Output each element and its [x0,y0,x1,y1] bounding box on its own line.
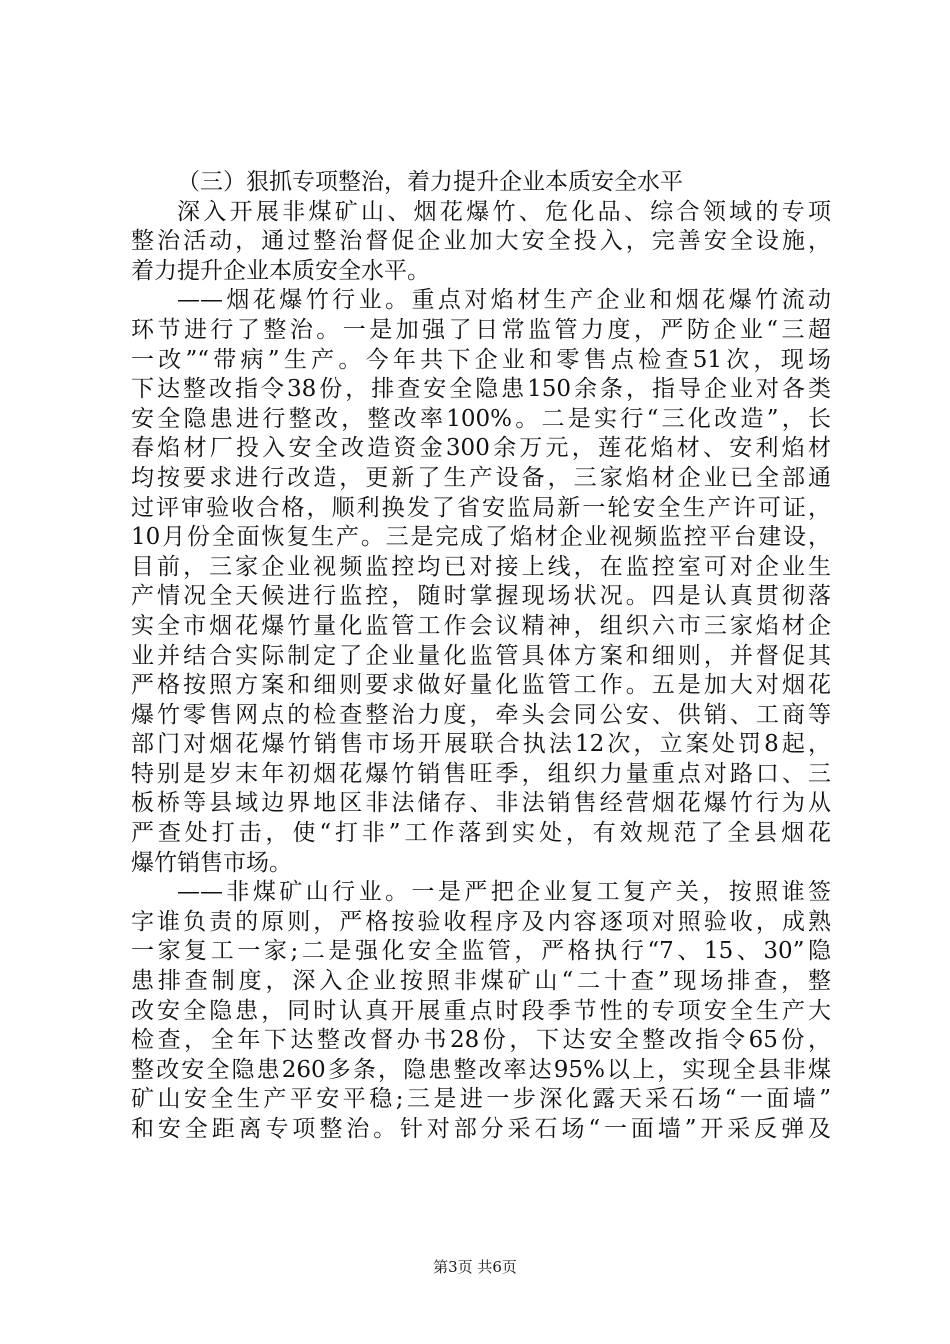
text-line: 深入开展非煤矿山、烟花爆竹、危化品、综合领域的专项 [177,198,831,225]
text-line: 一家复工一家;二是强化安全监管，严格执行“7、15、30”隐 [131,938,831,965]
text-line: 特别是岁末年初烟花爆竹销售旺季，组织力量重点对路口、三 [131,760,831,787]
text-line: 严格按照方案和细则要求做好量化监管工作。五是加大对烟花 [131,672,831,699]
text-line: 实全市烟花爆竹量化监管工作会议精神，组织六市三家焰材企 [131,612,831,639]
text-line: 字谁负责的原则，严格按验收程序及内容逐项对照验收，成熟 [131,908,831,935]
text-line: 整改安全隐患260多条，隐患整改率达95%以上，实现全县非煤 [131,1056,831,1083]
text-line: 安全隐患进行整改，整改率100%。二是实行“三化改造”，长 [131,405,831,432]
text-line: 改安全隐患，同时认真开展重点时段季节性的专项安全生产大 [131,997,831,1024]
text-line: 患排查制度，深入企业按照非煤矿山“二十查”现场排查，整 [131,968,831,995]
text-line: 部门对烟花爆竹销售市场开展联合执法12次，立案处罚8起， [131,731,831,758]
text-line: ——非煤矿山行业。一是严把企业复工复产关，按照谁签 [177,879,831,906]
text-line: 10月份全面恢复生产。三是完成了焰材企业视频监控平台建设， [131,524,831,551]
text-line: 一改”“带病”生产。今年共下企业和零售点检查51次，现场 [131,346,831,373]
text-line: ——烟花爆竹行业。重点对焰材生产企业和烟花爆竹流动 [177,287,831,314]
text-line: 爆竹销售市场。 [131,849,292,876]
text-line: 目前，三家企业视频监控均已对接上线，在监控室可对企业生 [131,553,831,580]
text-line: 爆竹零售网点的检查整治力度，牵头会同公安、供销、工商等 [131,701,831,728]
text-line: 过评审验收合格，顺利换发了省安监局新一轮安全生产许可证， [131,494,831,521]
document-body [131,168,831,1145]
text-line: 下达整改指令38份，排查安全隐患150余条，指导企业对各类 [131,376,831,403]
text-line: 春焰材厂投入安全改造资金300余万元，莲花焰材、安利焰材 [131,435,831,462]
text-line: 产情况全天候进行监控，随时掌握现场状况。四是认真贯彻落 [131,583,831,610]
text-line: 业并结合实际制定了企业量化监管具体方案和细则，并督促其 [131,642,831,669]
text-line: 严查处打击，使“打非”工作落到实处，有效规范了全县烟花 [131,820,831,847]
text-line: 检查，全年下达整改督办书28份，下达安全整改指令65份， [131,1027,831,1054]
text-line: 着力提升企业本质安全水平。 [131,257,430,284]
text-line: 整治活动，通过整治督促企业加大安全投入，完善安全设施， [131,228,831,255]
page-number-footer: 第3页 共6页 [433,1258,517,1276]
text-line: （三）狠抓专项整治，着力提升企业本质安全水平 [177,169,683,195]
text-line: 矿山安全生产平安平稳;三是进一步深化露天采石场“一面墙” [131,1086,831,1113]
text-line: 板桥等县域边界地区非法储存、非法销售经营烟花爆竹行为从 [131,790,831,817]
text-line: 均按要求进行改造，更新了生产设备，三家焰材企业已全部通 [131,464,831,491]
text-line: 环节进行了整治。一是加强了日常监管力度，严防企业“三超 [131,316,831,343]
text-line: 和安全距离专项整治。针对部分采石场“一面墙”开采反弹及 [131,1116,831,1142]
